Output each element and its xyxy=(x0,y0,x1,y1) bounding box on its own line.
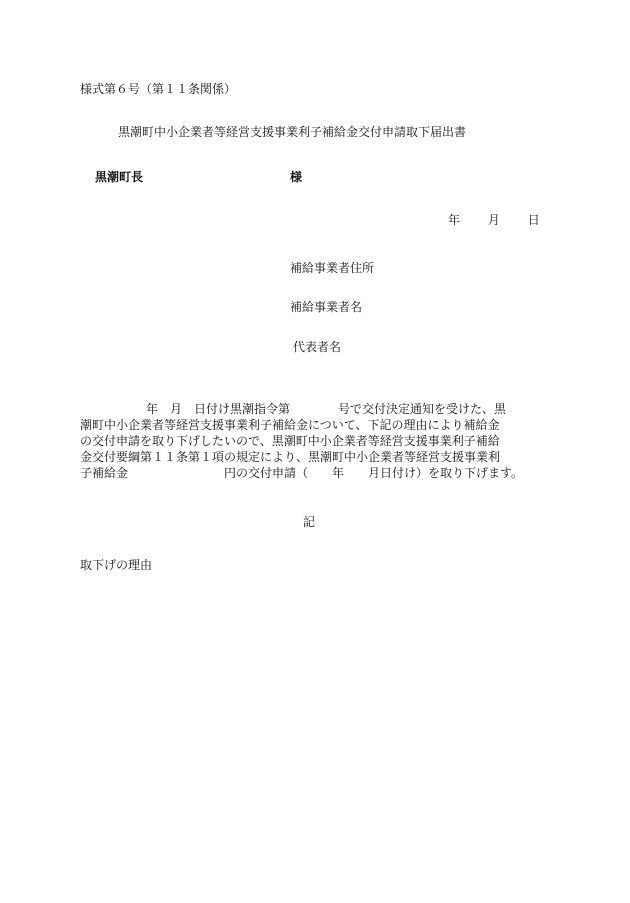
body-line: 金交付要綱第１１条第１項の規定により、黒潮町中小企業者等経営支援事業利 xyxy=(80,450,501,464)
reason-label: 取下げの理由 xyxy=(80,558,153,572)
date-line xyxy=(448,211,540,228)
addressee: 黒潮町長 xyxy=(95,170,144,184)
honorific: 様 xyxy=(290,170,303,184)
applicant-name-label: 補給事業者名 xyxy=(290,300,363,314)
representative-label: 代表者名 xyxy=(293,340,342,354)
applicant-address-label: 補給事業者住所 xyxy=(290,261,375,275)
date-year: 年 xyxy=(448,213,461,227)
date-day: 日 xyxy=(527,213,540,227)
form-number: 様式第６号（第１１条関係） xyxy=(80,82,237,96)
body-line: 年 月 日付け黒潮指令第 号で交付決定通知を受けた、黒 xyxy=(146,402,507,416)
date-month: 月 xyxy=(487,213,500,227)
ki-label: 記 xyxy=(303,515,316,529)
body-line: 子補給金 円の交付申請（ 年 月日付け）を取り下げます。 xyxy=(80,466,524,480)
body-line: 潮町中小企業者等経営支援事業利子補給金について、下記の理由により補給金 xyxy=(80,418,500,432)
document-title: 黒潮町中小企業者等経営支援事業利子補給金交付申請取下届出書 xyxy=(118,125,467,139)
body-line: の交付申請を取り下げしたいので、黒潮町中小企業者等経営支援事業利子補給 xyxy=(80,434,500,448)
body-paragraph xyxy=(80,401,545,481)
